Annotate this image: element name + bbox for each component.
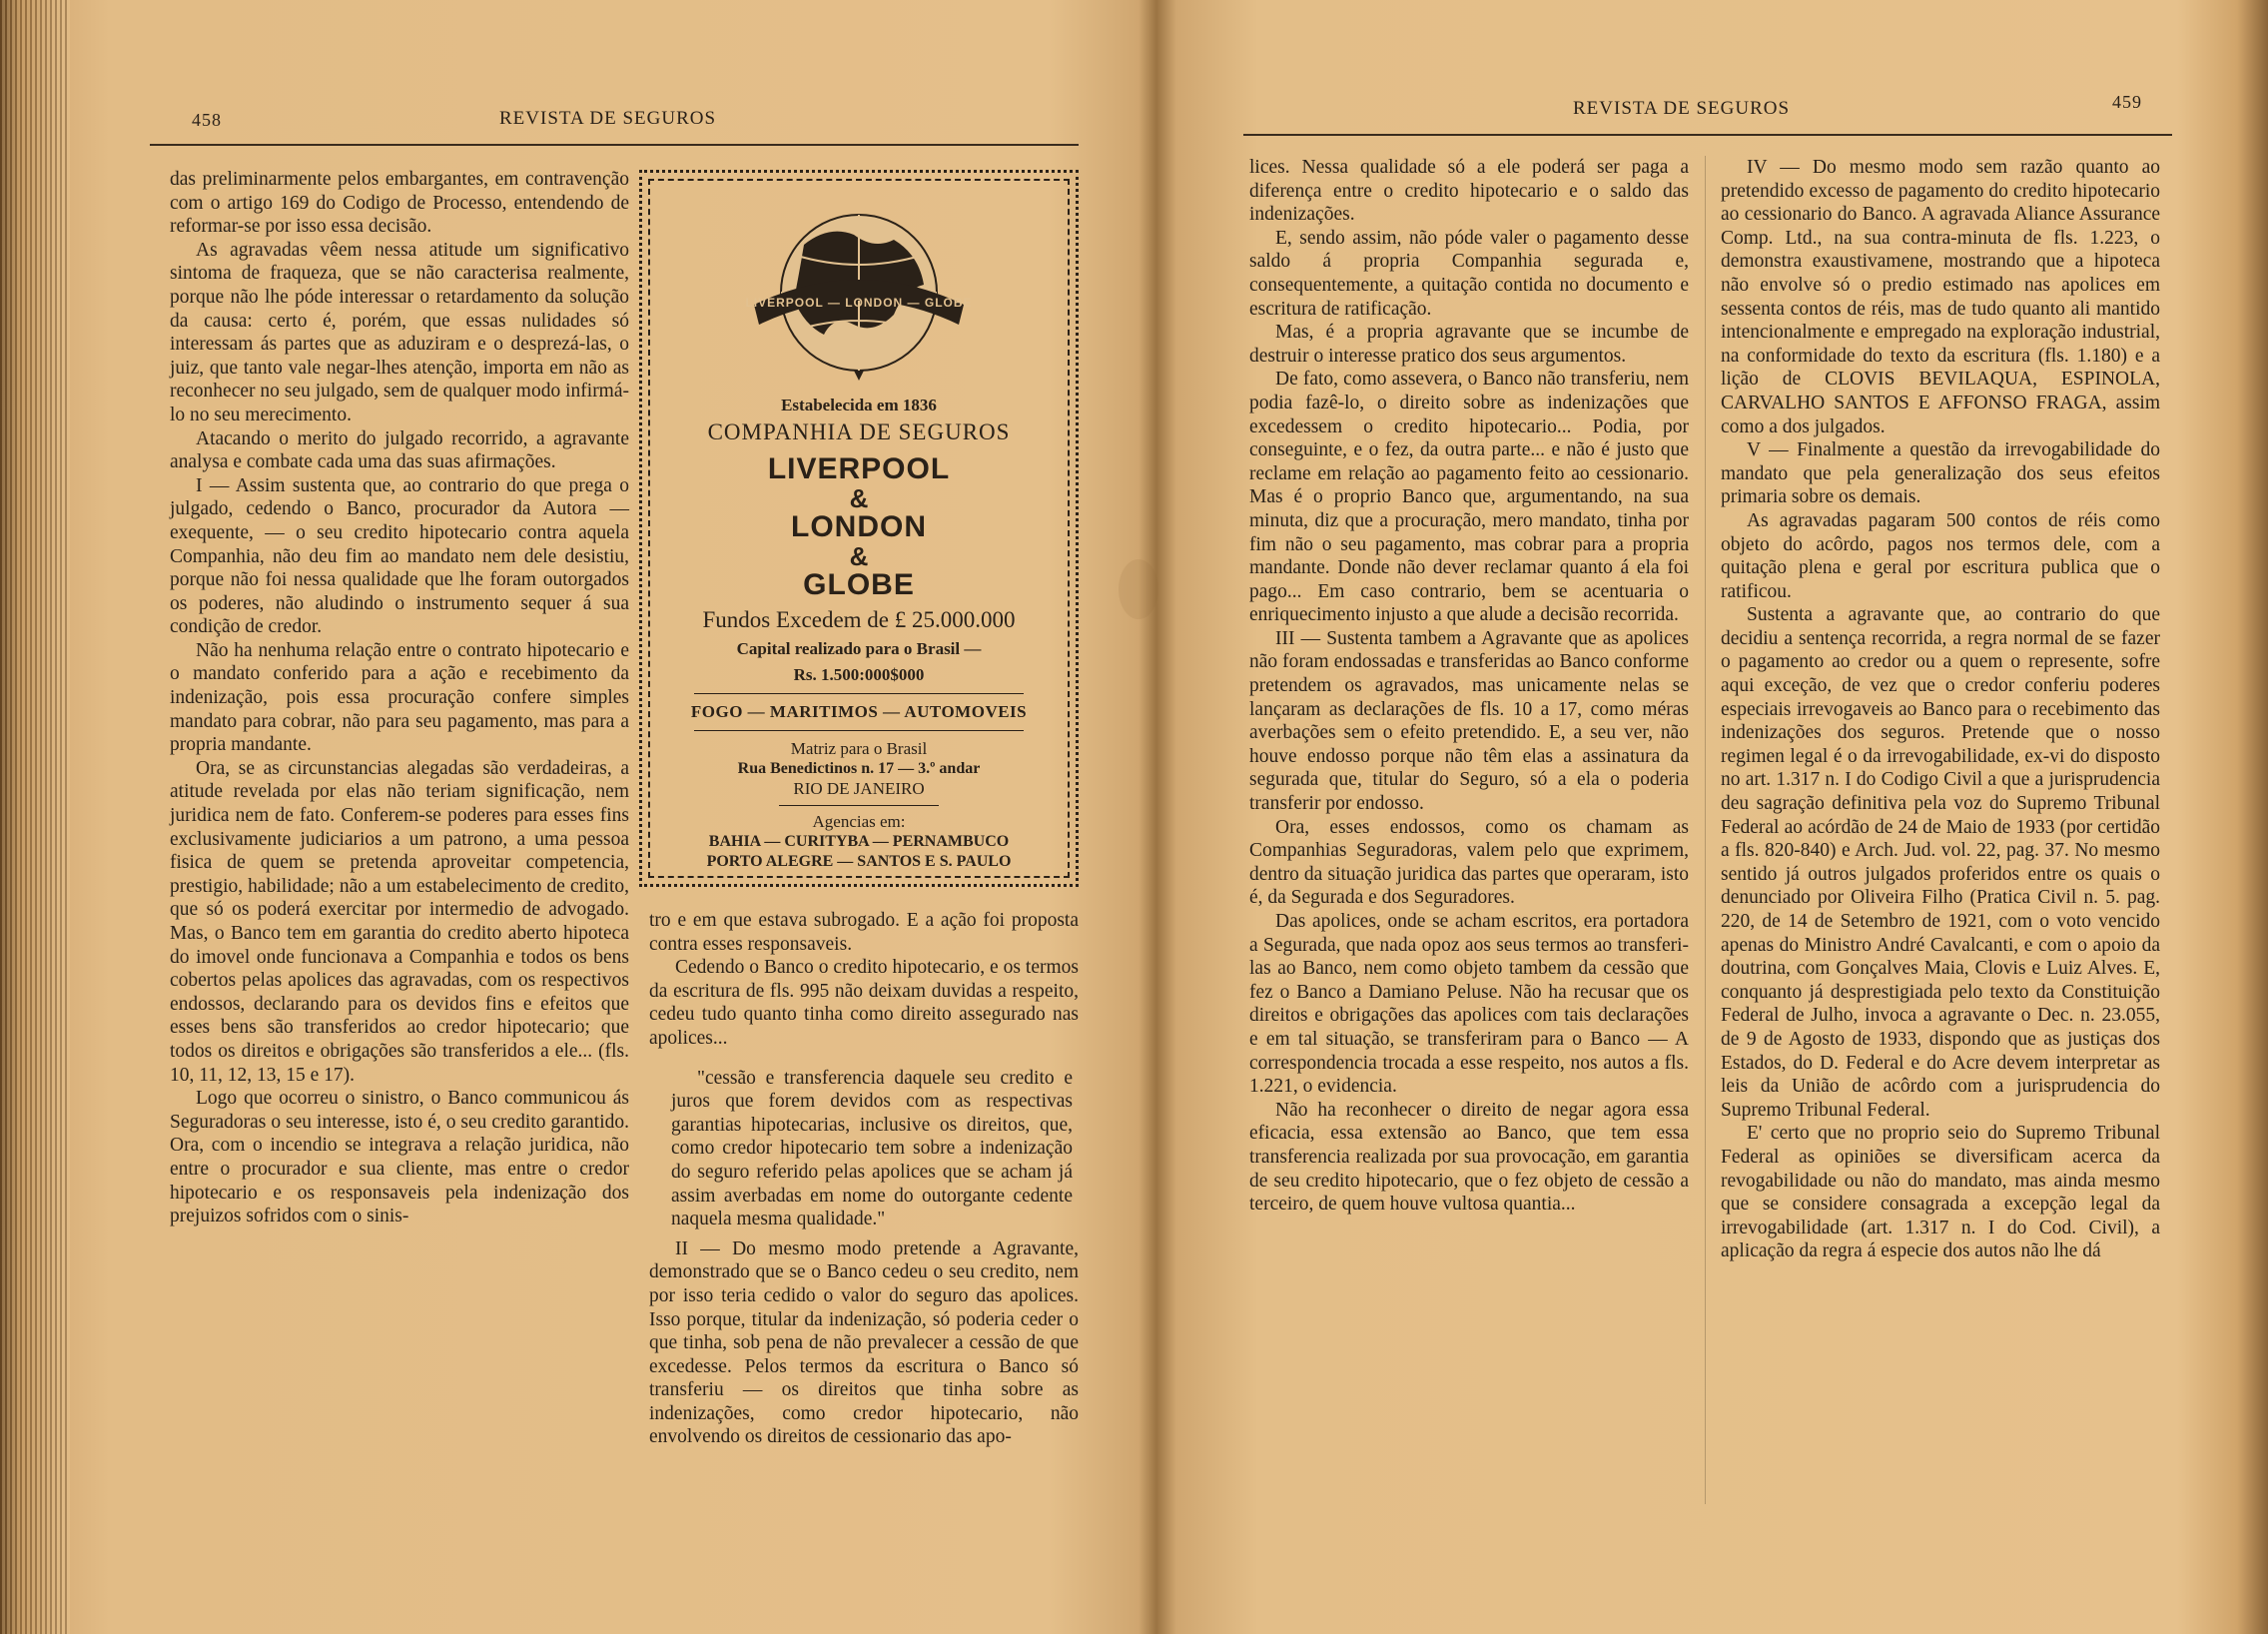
ad-agencies: PORTO ALEGRE — SANTOS E S. PAULO xyxy=(706,853,1012,870)
paragraph: Sustenta a agravante que, ao contrario do que decidiu a sentença recorrida, a regra normal de se fazer o pagamento ao credor ou a quem o represente, sofre aqui exceção, de vez que o credor conferiu poderes especiais irrevogaveis ao Banco para o recebimento das indenizações dos seguros. Pretende que o nosso regimen legal é o da irrevogabilidade, ex-vi do disposto no art. 1.317 n. I do Codigo Civil a que a jurisprudencia deu sagração definitiva pela voz do Supremo Tribunal Federal ao acórdão de 24 de Maio de 1933 (por certidão a fls. 820-840) e Arch. Jud. vol. 22, pag. 37. No mesmo sentido já outros julgados proferidos entre os quais o denunciado por Oliveira Filho (Pratica Civil n. 5. pag. 220, de 14 de Setembro de 1921, com o voto vencido apenas do Ministro André Cavalcanti, e com o apoio da doutrina, com Gonçalves Maia, Clovis e Luiz Alves. E, conquanto já desprestigiada pelo texto da Constituição Federal de Julho, invoca a agravante o Dec. n. 23.055, de 9 de Agosto de 1933, dispondo que as justiças dos Estados, do D. Federal e do Acre devem interpretar as leis da União de acôrdo com a jurisprudencia do Supremo Tribunal Federal. xyxy=(1721,604,2160,1121)
ad-name-london: LONDON xyxy=(791,510,927,543)
paragraph: Atacando o merito do julgado recorrido, a agravante analysa e combate cada uma das suas afirmações. xyxy=(170,427,629,473)
ad-funds: Fundos Excedem de £ 25.000.000 xyxy=(702,607,1016,632)
ad-capital: Capital realizado para o Brasil — xyxy=(736,639,982,658)
left-page xyxy=(150,0,1079,1634)
ad-established: Estabelecida em 1836 xyxy=(781,396,937,414)
paragraph: Ora, esses endossos, como os chamam as Companhias Seguradoras, valem pelo que exprimem, dentro da situação juridica das partes que operaram, isto é, da Segurada e dos Seguradores. xyxy=(1249,816,1689,909)
ad-agencies-label: Agencias em: xyxy=(812,812,906,831)
paragraph: Cedendo o Banco o credito hipotecario, e os termos da escritura de fls. 995 não deixam duvidas a respeito, cedeu tudo quanto tinha como direito assegurado nas apolices... xyxy=(649,957,1079,1049)
paragraph: II — Do mesmo modo pretende a Agravante, demonstrado que se o Banco cedeu o seu credito, nem por isso teria cedido o valor do seguro das apolices. Isso porque, titular da indenização, só poderia ceder o que tinha, sob pena de não prevalecer a cessão de que excedesse. Pelos termos da escritura o Banco só transferiu — os direitos que tinha sobre as indenizações, como credor hipotecario, não envolvendo os direitos de cessionario das apo- xyxy=(649,1237,1079,1448)
paper-stain xyxy=(1119,559,1158,619)
paragraph: E, sendo assim, não póde valer o pagamento desse saldo á propria Companhia segurada e, consequentemente, a quitação contida no documento e escritura de ratificação. xyxy=(1249,227,1689,320)
ad-hq: Matriz para o Brasil xyxy=(790,739,928,758)
paragraph: Das apolices, onde se acham escritos, era portadora a Segurada, que nada opoz aos seus termos ao transferi-las ao Banco, nem como objeto tambem da cessão que fez o Banco a Damiano Peluse. Não ha recusar que os direitos e obrigações das apolices com tais declarações e em tal situação, se transferiram para o Banco — A correspondencia trocada a esse respeito, nos autos a fls. 1.221, o evidencia. xyxy=(1249,911,1689,1098)
paragraph: I — Assim sustenta que, ao contrario do que prega o julgado, cedendo o Banco, procurador da Autora — exequente, — o seu credito hipotecario contra aquela Companhia, não deu fim ao mandato nem dele desistiu, porque não foi nessa qualidade que lhe foram outorgados os poderes, não aludindo o instrumento sequer á sua condição de credor. xyxy=(170,474,629,638)
paragraph: De fato, como assevera, o Banco não transferiu, nem podia fazê-lo, o direito sobre as indenizações que excedessem o credito hipotecario... Podia, por conseguinte, e o fez, da outra parte... e não é justo que reclame em relação ao pagamento feito ao cessionario. Mas é o proprio Banco que, argumentando, na sua minuta, diz que a procuração, mero mandato, tinha por fim não o seu pagamento, mas cobrar para a propria mandante. Donde não dever reclamar quanto á ela foi pago... Em caso contrario, bem se acentuaria o enriquecimento injusto a que alude a decisão recorrida. xyxy=(1249,369,1689,626)
ad-lines: FOGO — MARITIMOS — AUTOMOVEIS xyxy=(690,702,1028,721)
ad-agencies: BAHIA — CURITYBA — PERNAMBUCO xyxy=(708,833,1010,850)
column-rule xyxy=(1705,156,1706,1504)
left-column-2 xyxy=(649,909,1079,1449)
ad-ampersand: & xyxy=(849,541,869,571)
ad-ampersand: & xyxy=(849,483,869,513)
paragraph: Mas, é a propria agravante que se incumbe de destruir o interesse pratico dos seus argumentos. xyxy=(1249,322,1689,367)
paragraph: tro e em que estava subrogado. E a ação foi proposta contra esses responsaveis. xyxy=(649,910,1079,955)
left-column-1 xyxy=(170,168,629,1228)
running-head: REVISTA DE SEGUROS xyxy=(1573,98,1791,119)
ad-divider xyxy=(694,730,1024,731)
paragraph: Não ha reconhecer o direito de negar agora essa eficacia, essa extensão ao Banco, que tem essa transferencia realizada por sua provocação, em garantia de seu credito hipotecario, que o fez objeto de cessão a terceiro, de quem houve vultosa quantia... xyxy=(1249,1099,1689,1216)
globe-banner-text: LIVERPOOL — LONDON — GLOBE xyxy=(745,296,973,310)
paragraph: Ora, se as circunstancias alegadas são verdadeiras, a atitude revelada por elas não teriam significação, nem juridica nem de fato. Conferem-se poderes para esses fins exclusivamente judiciarios a um patrono, a uma pessoa fisica de quem se pretenda aproveitar competencia, prestigio, habilidade; não a um estabelecimento de credito, que só os poderá exercitar por intermedio de advogado. Mas, o Banco tem em garantia do credito aberto hipoteca do imovel onde funcionava a Companhia e todos os bens cobertos pelas apolices das agravadas, com os respectivos endossos, declarando para os devidos fins e efeitos que esses bens são transferidos ao credor hipotecario; que todos os direitos e obrigações são transferidos a ele... (fls. 10, 11, 12, 13, 15 e 17). xyxy=(170,757,629,1086)
quotation: "cessão e transferencia daquele seu credito e juros que forem devidos com as respectivas garantias hipotecarias, inclusive os direitos, que, como credor hipotecario tem sobre a indenização do seguro referido pelas apolices que se acham já assim averbadas em nome do outorgante cedente naquela mesma qualidade." xyxy=(671,1067,1073,1230)
page-number: 459 xyxy=(2112,92,2142,112)
paragraph: das preliminarmente pelos embargantes, em contravenção com o artigo 169 do Codigo de Processo, entendendo de reformar-se por isso essa decisão. xyxy=(170,169,629,238)
right-column-2 xyxy=(1721,156,2160,1263)
paragraph: E' certo que no proprio seio do Supremo Tribunal Federal as opiniões se diversificam acerca da revogabilidade ou não do mandato, mas ainda mesmo que se considere consagrada a excepção legal da irrevogabilidade (art. 1.317 n. I do Cod. Civil), a aplicação da regra á especie dos autos não lhe dá xyxy=(1721,1123,2160,1262)
paragraph: III — Sustenta tambem a Agravante que as apolices não foram endossadas e transferidas ao Banco conforme pretendem os agravados, mas unicamente nelas se lançaram as declarações de fls. 10 a 17, como méras averbações sem o efeito pretendido. E, a seu ver, não houve endosso porque não têm elas a assinatura da segurada que, titular do Seguro, só a ela o poderia transferir por endosso. xyxy=(1249,627,1689,815)
running-head: REVISTA DE SEGUROS xyxy=(499,108,717,129)
ad-name-globe: GLOBE xyxy=(803,568,915,601)
globe-logo-icon xyxy=(734,195,984,385)
paragraph: As agravadas vêem nessa atitude um significativo sintoma de fraqueza, que se não caracterisa realmente, porque não lhe póde interessar o retardamento da solução da causa: certo é, porém, que essas nulidades só interessam ás partes que as aduziram e o desprezá-las, o juiz, que tanto vale negar-lhes atenção, importa em não as reconhecer no seu julgado, sem de qualquer modo infirmá-lo no seu merecimento. xyxy=(170,239,629,425)
paragraph: V — Finalmente a questão da irrevogabilidade do mandato que pela generalização dos seus efeitos primaria sobre os demais. xyxy=(1721,439,2160,508)
right-column-1 xyxy=(1249,156,1689,1217)
paragraph: Logo que ocorreu o sinistro, o Banco communicou ás Seguradoras o seu interesse, isto é, o seu credito garantido. Ora, com o incendio se integrava a relação juridica, não entre o procurador e sua cliente, mas entre o credor hipotecario e os responsaveis pela indenização dos prejuizos sofridos com o sinis- xyxy=(170,1088,629,1227)
page-edges xyxy=(0,0,70,1634)
paragraph: Não ha nenhuma relação entre o contrato hipotecario e o mandato conferido para a ação e recebimento da indenização, pois essa procuração confere simples mandato para cobrar, não para seu pagamento, mas para a propria mandante. xyxy=(170,639,629,756)
left-header xyxy=(150,98,1079,146)
ad-hq-city: RIO DE JANEIRO xyxy=(793,779,925,798)
insurance-advertisement xyxy=(639,170,1079,887)
ad-divider xyxy=(694,693,1024,694)
ad-hq-address: Rua Benedictinos n. 17 — 3.º andar xyxy=(737,760,981,777)
ad-capital-amount: Rs. 1.500:000$000 xyxy=(793,665,925,684)
page-number: 458 xyxy=(192,110,222,130)
paragraph: IV — Do mesmo modo sem razão quanto ao pretendido excesso de pagamento do credito hipotecario ao cessionario do Banco. A agravada Aliance Assurance Comp. Ltd., na sua contra-minuta de fls. 1.223, o demonstra exaustivamene, mostrando que a hipoteca não envolve só o predio estimado nas apolices em sessenta contos de réis, mas de tudo quanto ali mantido intencionalmente e empregado na exploração industrial, na conformidade do texto da escritura (fls. 1.180) e a lição de CLOVIS BEVILAQUA, ESPINOLA, CARVALHO SANTOS E AFFONSO FRAGA, assim como a dos julgados. xyxy=(1721,157,2160,437)
right-page xyxy=(1243,0,2172,1634)
ad-name-liverpool: LIVERPOOL xyxy=(767,452,951,485)
paragraph: As agravadas pagaram 500 contos de réis como objeto do acôrdo, pagos nos termos dele, com a quitação plena e geral por escritura publica que o ratificou. xyxy=(1721,509,2160,602)
ad-company: COMPANHIA DE SEGUROS xyxy=(707,419,1011,444)
ad-divider xyxy=(779,805,939,806)
paragraph: lices. Nessa qualidade só a ele poderá ser paga a diferença entre o credito hipotecario e o saldo das indenizações. xyxy=(1249,157,1689,226)
right-header xyxy=(1243,88,2172,136)
